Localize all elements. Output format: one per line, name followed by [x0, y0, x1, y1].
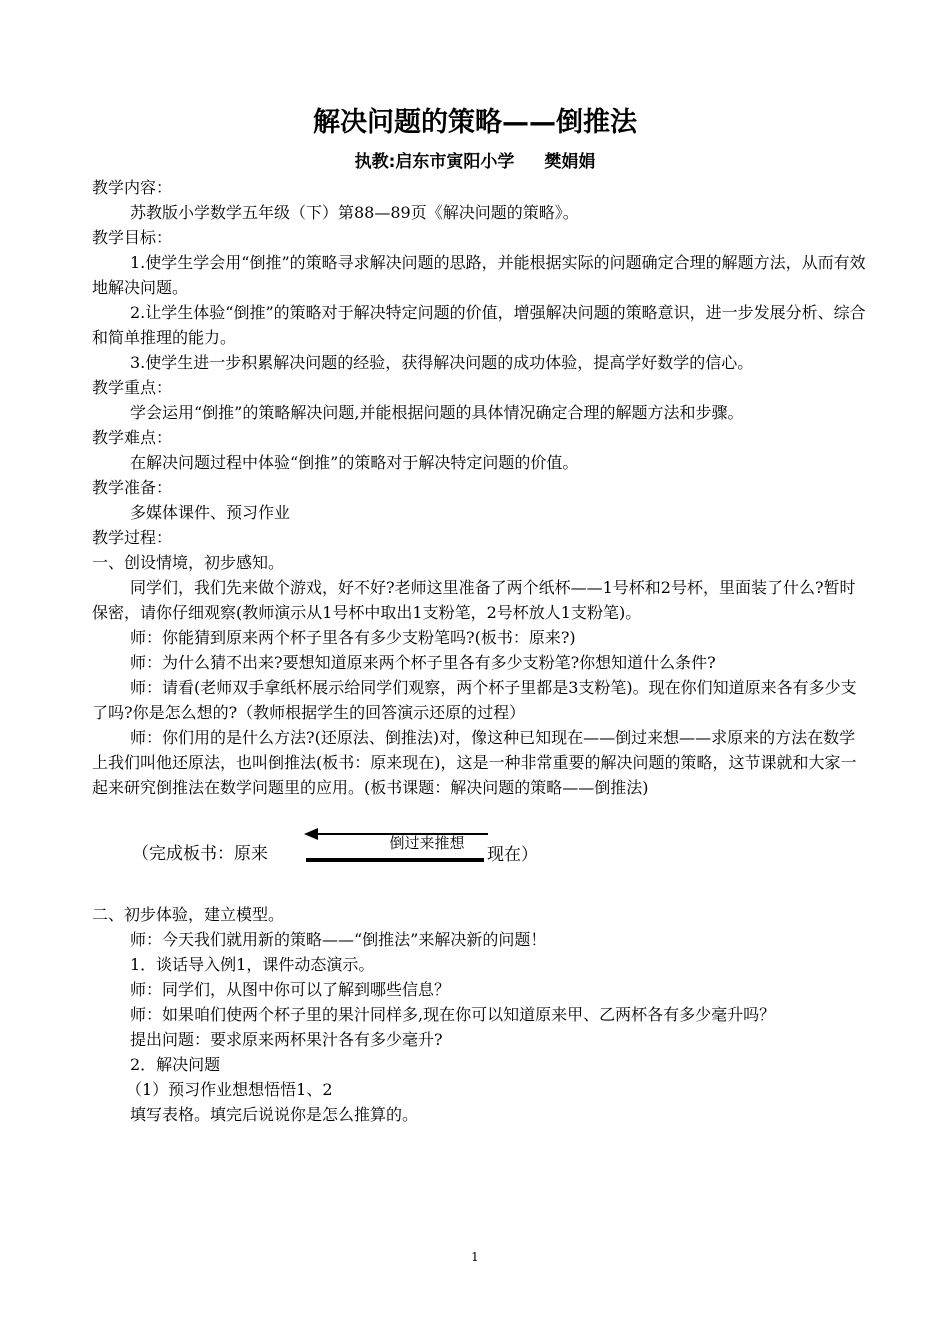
paragraph: 师：同学们，从图中你可以了解到哪些信息？ [130, 980, 451, 999]
section-heading: 教学过程： [92, 528, 173, 547]
byline [0, 147, 950, 172]
paragraph: 学会运用“倒推”的策略解决问题,并能根据问题的具体情况确定合理的解题方法和步骤。 [130, 403, 744, 422]
paragraph: 提出问题：要求原来两杯果汁各有多少毫升? [130, 1030, 443, 1049]
paragraph: 2．解决问题 [130, 1055, 221, 1074]
board-left-label: （完成板书：原来 [132, 844, 268, 864]
paragraph: 师：你们用的是什么方法?(还原法、倒推法)对，像这种已知现在——倒过来想——求原来的方法在数学上我们叫他还原法，也叫倒推法(板书：原来现在)，这是一种非常重要的解决问题的策略，这节课就和大家一起来研究倒推法在数学问题里的应用。(板书课题：解决问题的策略——倒推法) [92, 728, 857, 797]
paragraph: （1）预习作业想想悟悟1、2 [126, 1080, 333, 1099]
page-number: 1 [471, 1250, 479, 1264]
paragraph: 师：为什么猜不出来?要想知道原来两个杯子里各有多少支粉笔?你想知道什么条件? [130, 653, 716, 672]
document-title: 解决问题的策略——倒推法 [313, 107, 637, 138]
board-diagram [92, 822, 867, 892]
section-heading: 教学目标： [92, 228, 173, 247]
paragraph: 师：你能猜到原来两个杯子里各有多少支粉笔吗?(板书：原来?) [130, 628, 576, 647]
paragraph: 1.使学生学会用“倒推”的策略寻求解决问题的思路，并能根据实际的问题确定合理的解题方法，从而有效地解决问题。 [92, 253, 866, 297]
paragraph: 苏教版小学数学五年级（下）第88—89页《解决问题的策略》。 [130, 203, 579, 222]
paragraph: 师：请看(老师双手拿纸杯展示给同学们观察，两个杯子里都是3支粉笔)。现在你们知道原来各有多少支了吗?你是怎么想的?（教师根据学生的回答演示还原的过程） [92, 678, 857, 722]
board-right-label: 现在） [487, 845, 538, 865]
paragraph: 师：今天我们就用新的策略——“倒推法”来解决新的问题！ [130, 930, 547, 949]
paragraph: 填写表格。填完后说说你是怎么推算的。 [130, 1105, 419, 1124]
section-heading: 教学内容： [92, 178, 173, 197]
paragraph: 1．谈话导入例1，课件动态演示。 [130, 955, 375, 974]
paragraph: 3.使学生进一步积累解决问题的经验，获得解决问题的成功体验，提高学好数学的信心。 [130, 353, 754, 372]
section-heading: 二、初步体验，建立模型。 [92, 905, 285, 924]
document-body [92, 175, 867, 1127]
board-middle-label: 倒过来推想 [389, 834, 465, 852]
section-heading: 一、创设情境，初步感知。 [92, 553, 285, 572]
section-heading: 教学难点： [92, 428, 173, 447]
paragraph: 多媒体课件、预习作业 [130, 503, 291, 522]
paragraph: 在解决问题过程中体验“倒推”的策略对于解决特定问题的价值。 [130, 453, 579, 472]
paragraph: 师：如果咱们使两个杯子里的果汁同样多,现在你可以知道原来甲、乙两杯各有多少毫升吗？ [130, 1005, 776, 1024]
paragraph: 2.让学生体验“倒推”的策略对于解决特定问题的价值，增强解决问题的策略意识，进一步发展分析、综合和简单推理的能力。 [92, 303, 866, 347]
paragraph: 同学们，我们先来做个游戏，好不好?老师这里准备了两个纸杯——1号杯和2号杯，里面装了什么?暂时保密，请你仔细观察(教师演示从1号杯中取出1支粉笔，2号杯放人1支粉笔)。 [92, 578, 856, 622]
teacher-school: 执教:启东市寅阳小学 [354, 152, 515, 172]
section-heading: 教学重点： [92, 378, 173, 397]
section-heading: 教学准备： [92, 478, 173, 497]
teacher-name: 樊娟娟 [544, 152, 596, 172]
